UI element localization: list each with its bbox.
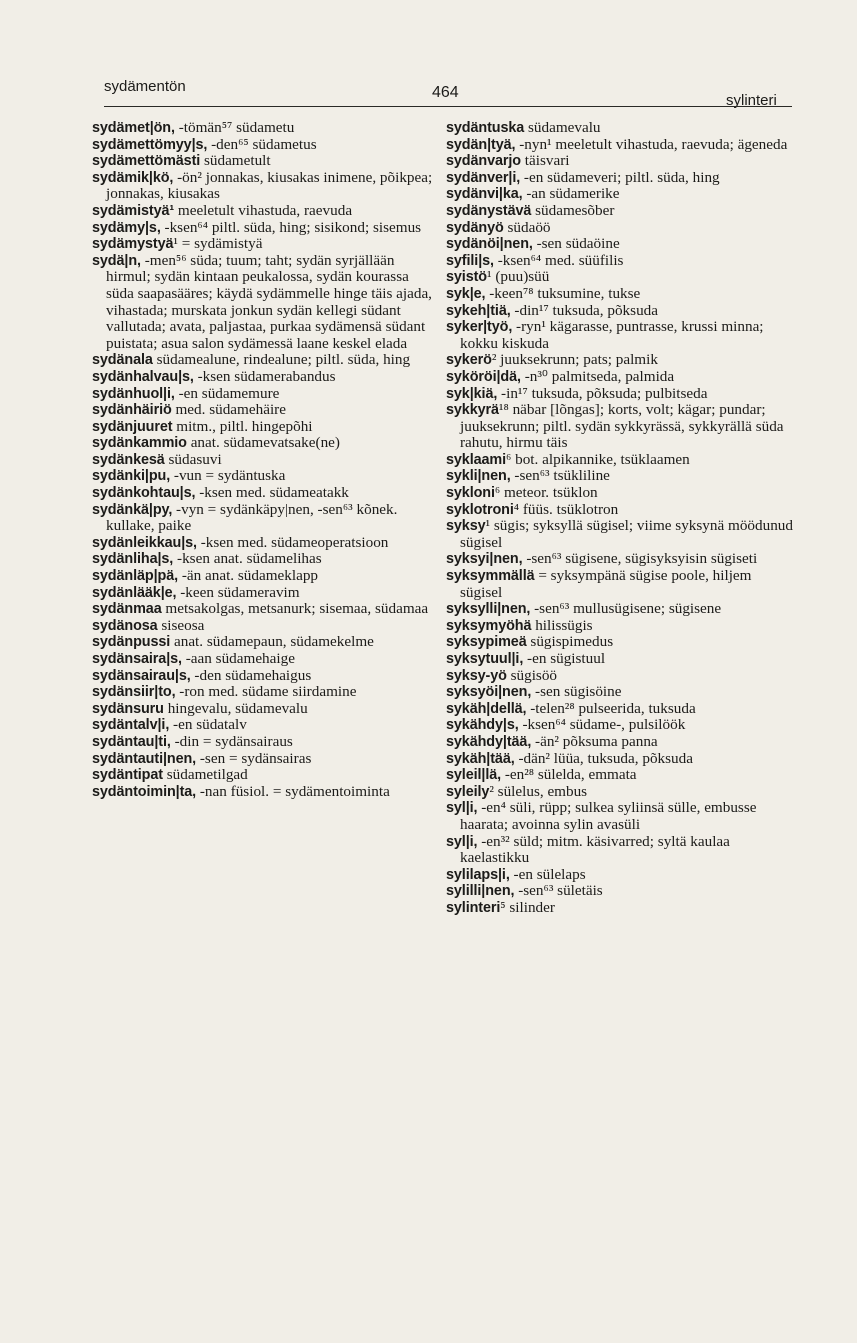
entry-definition: -ksen med. südameoperatsioon bbox=[196, 533, 389, 551]
entry-definition: = syksympänä sügise poole, hiljem sügisel bbox=[460, 567, 752, 601]
entry-definition: -n³⁰ palmitseda, palmida bbox=[520, 367, 675, 385]
dictionary-entry bbox=[446, 468, 796, 485]
dictionary-entry bbox=[446, 386, 796, 403]
entry-definition: -telen²⁸ pulseerida, tuksuda bbox=[526, 699, 696, 717]
dictionary-entry bbox=[446, 203, 796, 220]
entry-headword: sydä|n, bbox=[92, 252, 141, 269]
entry-headword: sydänsiir|to, bbox=[92, 684, 176, 701]
dictionary-entry bbox=[446, 253, 796, 270]
running-head-left: sydämentön bbox=[104, 78, 186, 95]
entry-definition: anat. südamepaun, südamekelme bbox=[170, 633, 374, 651]
right-column bbox=[446, 120, 796, 917]
entry-headword: sykähdy|tää, bbox=[446, 733, 532, 750]
entry-definition: südamevalu bbox=[524, 119, 601, 136]
dictionary-entry bbox=[92, 618, 437, 635]
dictionary-entry bbox=[446, 568, 796, 601]
dictionary-entry bbox=[446, 867, 796, 884]
entry-definition: -vun = sydäntuska bbox=[170, 467, 286, 485]
entry-definition: -ksen anat. südamelihas bbox=[173, 550, 322, 568]
entry-headword: syksy-yö bbox=[446, 667, 507, 684]
dictionary-entry bbox=[446, 137, 796, 154]
entry-headword: sydänsairau|s, bbox=[92, 667, 191, 684]
entry-definition: -än anat. südameklapp bbox=[178, 567, 319, 585]
entry-headword: sydänkohtau|s, bbox=[92, 485, 196, 502]
header-rule bbox=[104, 106, 792, 107]
entry-headword: sydänöi|nen, bbox=[446, 236, 533, 253]
entry-headword: sykli|nen, bbox=[446, 468, 511, 485]
entry-definition: ¹⁸ näbar [lõngas]; korts, volt; kägar; pundar; juuksekrunn; piltl. sydän sykkyrässä, sykkyrällä süda rahutu, hirmu täis bbox=[460, 401, 784, 452]
entry-headword: sydänki|pu, bbox=[92, 468, 171, 485]
entry-definition: ² juuksekrunn; pats; palmik bbox=[491, 351, 658, 369]
entry-definition: -sen südaöine bbox=[532, 235, 620, 253]
dictionary-entry bbox=[92, 751, 437, 768]
entry-headword: sydämistyä¹ bbox=[92, 202, 175, 219]
entry-headword: sykloni bbox=[446, 485, 495, 502]
entry-headword: sylilli|nen, bbox=[446, 883, 515, 900]
entry-headword: sydämettömyy|s, bbox=[92, 136, 208, 153]
dictionary-entry bbox=[92, 585, 437, 602]
entry-headword: sydänyö bbox=[446, 219, 504, 236]
entry-definition: -ron med. südame siirdamine bbox=[175, 683, 357, 701]
dictionary-entry bbox=[92, 220, 437, 237]
entry-headword: syksymyöhä bbox=[446, 617, 532, 634]
entry-definition: siseosa bbox=[157, 616, 205, 634]
dictionary-entry bbox=[446, 452, 796, 469]
entry-definition: -den⁶⁵ südametus bbox=[207, 135, 317, 153]
entry-headword: sydänhalvau|s, bbox=[92, 368, 194, 385]
entry-definition: südametult bbox=[200, 152, 271, 170]
dictionary-entry bbox=[446, 751, 796, 768]
entry-headword: sydänpussi bbox=[92, 634, 171, 651]
dictionary-entry bbox=[446, 518, 796, 551]
entry-headword: sydänhäiriö bbox=[92, 402, 172, 419]
dictionary-entry bbox=[446, 269, 796, 286]
entry-headword: sylilaps|i, bbox=[446, 866, 510, 883]
dictionary-entry bbox=[92, 568, 437, 585]
dictionary-entry bbox=[446, 485, 796, 502]
entry-headword: syköröi|dä, bbox=[446, 368, 521, 385]
entry-headword: sydänkammio bbox=[92, 435, 187, 452]
entry-headword: sydäntipat bbox=[92, 767, 163, 784]
left-column bbox=[92, 120, 437, 800]
entry-definition: -en südameveri; piltl. süda, hing bbox=[520, 168, 720, 186]
entry-headword: sydämettömästi bbox=[92, 153, 201, 170]
dictionary-entry bbox=[92, 468, 437, 485]
entry-headword: sydänkesä bbox=[92, 451, 165, 468]
entry-headword: sykerö bbox=[446, 352, 492, 369]
entry-definition: -en südatalv bbox=[169, 716, 247, 734]
entry-headword: sydäntau|ti, bbox=[92, 733, 171, 750]
dictionary-entry bbox=[446, 551, 796, 568]
dictionary-entry bbox=[446, 369, 796, 386]
entry-definition: -ryn¹ kägarasse, puntrasse, krussi minna; kokku kiskuda bbox=[460, 318, 764, 352]
entry-definition: ¹ (puu)süü bbox=[487, 268, 550, 286]
dictionary-entry bbox=[92, 634, 437, 651]
entry-definition: hilissügis bbox=[531, 616, 593, 634]
entry-headword: sykkyrä bbox=[446, 402, 499, 419]
entry-definition: anat. südamevatsake(ne) bbox=[186, 434, 340, 452]
dictionary-entry bbox=[92, 684, 437, 701]
entry-definition: -nyn¹ meeletult vihastuda, raevuda; ägeneda bbox=[515, 135, 788, 153]
entry-headword: syksymmällä bbox=[446, 568, 535, 585]
dictionary-entry bbox=[92, 402, 437, 419]
entry-headword: sydänhuol|i, bbox=[92, 385, 175, 402]
entry-headword: sydänmaa bbox=[92, 601, 162, 618]
dictionary-entry bbox=[92, 170, 437, 203]
page-number: 464 bbox=[432, 84, 459, 101]
entry-headword: sydämet|ön, bbox=[92, 120, 175, 136]
entry-headword: sydänkä|py, bbox=[92, 501, 173, 518]
entry-definition: südametilgad bbox=[162, 766, 248, 784]
entry-headword: sykähdy|s, bbox=[446, 717, 519, 734]
entry-headword: syklotroni bbox=[446, 501, 514, 518]
dictionary-entry bbox=[92, 120, 437, 137]
entry-definition: ¹ = sydämistyä bbox=[173, 235, 263, 253]
dictionary-entry bbox=[92, 784, 437, 801]
entry-headword: syksypimeä bbox=[446, 634, 527, 651]
dictionary-entry bbox=[92, 734, 437, 751]
entry-definition: -sen⁶³ tsükliline bbox=[510, 467, 610, 485]
entry-definition: -tömän⁵⁷ südametu bbox=[174, 119, 295, 136]
entry-definition: südaöö bbox=[503, 218, 551, 236]
entry-definition: -keen⁷⁸ tuksumine, tukse bbox=[485, 284, 641, 302]
dictionary-entry bbox=[446, 220, 796, 237]
entry-headword: sydänliha|s, bbox=[92, 551, 174, 568]
entry-headword: sydämy|s, bbox=[92, 219, 161, 236]
entry-headword: sykäh|tää, bbox=[446, 750, 515, 767]
entry-headword: sydänvi|ka, bbox=[446, 186, 523, 203]
dictionary-entry bbox=[446, 170, 796, 187]
entry-headword: syk|kiä, bbox=[446, 385, 498, 402]
dictionary-entry bbox=[92, 203, 437, 220]
dictionary-entry bbox=[92, 502, 437, 535]
entry-definition: ⁴ füüs. tsüklotron bbox=[513, 500, 619, 518]
entry-definition: ¹ sügis; syksyllä sügisel; viime syksynä möödunud sügisel bbox=[460, 517, 793, 551]
entry-definition: mitm., piltl. hingepõhi bbox=[172, 417, 313, 435]
entry-headword: syistö bbox=[446, 269, 487, 286]
entry-definition: -ön² jonnakas, kiusakas inimene, põikpea; jonnakas, kiusakas bbox=[106, 168, 433, 203]
entry-headword: syker|työ, bbox=[446, 319, 513, 336]
dictionary-entry bbox=[446, 900, 796, 917]
entry-definition: ⁵ silinder bbox=[500, 898, 555, 916]
dictionary-entry bbox=[446, 352, 796, 369]
entry-definition: -sen⁶³ sügisene, sügisyksyisin sügiseti bbox=[522, 550, 758, 568]
entry-definition: -en sügistuul bbox=[523, 650, 606, 667]
entry-headword: sydänleikkau|s, bbox=[92, 534, 197, 551]
entry-headword: sydänjuuret bbox=[92, 418, 173, 435]
entry-definition: -en sülelaps bbox=[509, 865, 586, 883]
dictionary-entry bbox=[92, 419, 437, 436]
entry-definition: -ksen med. südameatakk bbox=[195, 484, 349, 502]
entry-headword: sydänsaira|s, bbox=[92, 651, 182, 667]
dictionary-entry bbox=[446, 651, 796, 668]
dictionary-entry bbox=[92, 551, 437, 568]
entry-headword: sydäntalv|i, bbox=[92, 717, 170, 734]
entry-definition: metsakolgas, metsanurk; sisemaa, südamaa bbox=[161, 600, 429, 618]
entry-definition: -dän² lüüa, tuksuda, põksuda bbox=[514, 749, 693, 767]
entry-headword: sydäntoimin|ta, bbox=[92, 783, 197, 800]
entry-definition: -nan füsiol. = sydämentoiminta bbox=[196, 782, 390, 800]
entry-headword: syksylli|nen, bbox=[446, 601, 531, 618]
entry-headword: sydänlääk|e, bbox=[92, 584, 177, 601]
entry-definition: -vyn = sydänkäpy|nen, -sen⁶³ kõnek. kullake, paike bbox=[106, 500, 398, 535]
entry-definition: -en südamemure bbox=[174, 384, 280, 402]
dictionary-entry bbox=[446, 303, 796, 320]
entry-headword: sydänsuru bbox=[92, 700, 164, 717]
entry-definition: -ksen⁶⁴ piltl. süda, hing; sisikond; sisemus bbox=[160, 218, 422, 236]
entry-definition: -den südamehaigus bbox=[190, 666, 312, 684]
entry-headword: sydämik|kö, bbox=[92, 169, 174, 186]
entry-definition: -ksen⁶⁴ med. süüfilis bbox=[493, 251, 624, 269]
dictionary-entry bbox=[92, 386, 437, 403]
dictionary-entry bbox=[92, 668, 437, 685]
dictionary-entry bbox=[92, 651, 437, 668]
entry-headword: syksyöi|nen, bbox=[446, 684, 532, 701]
entry-headword: syleil|lä, bbox=[446, 767, 502, 784]
dictionary-entry bbox=[92, 435, 437, 452]
entry-definition: -sen = sydänsairas bbox=[196, 749, 312, 767]
entry-definition: -din¹⁷ tuksuda, põksuda bbox=[510, 301, 658, 319]
dictionary-entry bbox=[92, 153, 437, 170]
entry-headword: sydänver|i, bbox=[446, 169, 521, 186]
dictionary-entry bbox=[92, 485, 437, 502]
entry-definition: -en³² süld; mitm. käsivarred; syltä kaulaa kaelastikku bbox=[460, 832, 730, 867]
entry-definition: südamealune, rindealune; piltl. süda, hing bbox=[152, 351, 411, 369]
entry-definition: ⁶ meteor. tsüklon bbox=[494, 484, 598, 502]
entry-headword: syfili|s, bbox=[446, 252, 494, 269]
entry-definition: -ksen südamerabandus bbox=[193, 367, 336, 385]
entry-definition: -en²⁸ sülelda, emmata bbox=[501, 766, 637, 784]
entry-headword: sydämystyä bbox=[92, 236, 174, 253]
entry-definition: -men⁵⁶ süda; tuum; taht; sydän syrjällään hirmul; sydän kintaan peukalossa, sydän kourassa süda saapasääres; käydä sydämmelle hinge täis ajada, vihastada; murskata jonkun sydän kellegi südant vallutada; avata, paljastaa, purkaa sydämensä südant puistata; asua salon sydämessä laane keskel elada bbox=[106, 251, 432, 352]
entry-definition: -in¹⁷ tuksuda, põksuda; pulbitseda bbox=[497, 384, 708, 402]
entry-definition: ² sülelus, embus bbox=[489, 782, 588, 800]
dictionary-entry bbox=[92, 767, 437, 784]
dictionary-entry bbox=[446, 800, 796, 833]
entry-headword: syksy bbox=[446, 518, 486, 535]
entry-definition: ⁶ bot. alpikannike, tsüklaamen bbox=[506, 450, 690, 468]
dictionary-entry bbox=[92, 236, 437, 253]
entry-definition: sügisöö bbox=[506, 666, 558, 684]
dictionary-entry bbox=[446, 153, 796, 170]
dictionary-entry bbox=[92, 717, 437, 734]
entry-headword: sydänläp|pä, bbox=[92, 568, 179, 585]
dictionary-entry bbox=[446, 717, 796, 734]
entry-definition: -sen⁶³ mullusügisene; sügisene bbox=[530, 600, 722, 618]
dictionary-entry bbox=[92, 452, 437, 469]
dictionary-entry bbox=[446, 883, 796, 900]
dictionary-entry bbox=[92, 601, 437, 618]
dictionary-entry bbox=[446, 784, 796, 801]
dictionary-entry bbox=[446, 319, 796, 352]
entry-headword: sydänvarjo bbox=[446, 153, 521, 170]
entry-definition: -en⁴ süli, rüpp; sulkea syliinsä sülle, embusse haarata; avoinna sylin avasüli bbox=[460, 799, 757, 833]
entry-definition: -än² põksuma panna bbox=[531, 732, 658, 750]
dictionary-entry bbox=[92, 369, 437, 386]
dictionary-entry bbox=[446, 767, 796, 784]
entry-definition: -sen⁶³ sületäis bbox=[514, 882, 603, 900]
entry-headword: sydän|tyä, bbox=[446, 136, 516, 153]
running-head-right: sylinteri bbox=[726, 92, 777, 109]
entry-headword: sydäntauti|nen, bbox=[92, 750, 197, 767]
entry-headword: syksytuul|i, bbox=[446, 651, 524, 667]
entry-definition: -din = sydänsairaus bbox=[170, 732, 293, 750]
dictionary-entry bbox=[446, 402, 796, 452]
entry-definition: täisvari bbox=[521, 152, 570, 170]
entry-headword: syl|i, bbox=[446, 833, 478, 850]
entry-definition: -ksen⁶⁴ südame-, pulsilöök bbox=[518, 716, 686, 734]
dictionary-entry bbox=[446, 734, 796, 751]
entry-headword: sydänystävä bbox=[446, 202, 532, 219]
entry-definition: -aan südamehaige bbox=[181, 650, 295, 667]
entry-headword: sydänosa bbox=[92, 617, 158, 634]
entry-headword: syk|e, bbox=[446, 285, 486, 302]
dictionary-entry bbox=[92, 352, 437, 369]
entry-definition: meeletult vihastuda, raevuda bbox=[174, 201, 353, 219]
entry-headword: sydäntuska bbox=[446, 120, 525, 136]
dictionary-entry bbox=[92, 137, 437, 154]
dictionary-entry bbox=[446, 236, 796, 253]
dictionary-entry bbox=[92, 253, 437, 353]
entry-headword: syl|i, bbox=[446, 800, 478, 817]
dictionary-entry bbox=[446, 668, 796, 685]
dictionary-entry bbox=[446, 502, 796, 519]
dictionary-entry bbox=[446, 634, 796, 651]
dictionary-entry bbox=[446, 834, 796, 867]
entry-headword: syleily bbox=[446, 783, 490, 800]
entry-definition: südasuvi bbox=[164, 450, 222, 468]
entry-definition: -keen südameravim bbox=[176, 583, 300, 601]
entry-definition: hingevalu, südamevalu bbox=[163, 699, 308, 717]
entry-headword: sykeh|tiä, bbox=[446, 302, 511, 319]
entry-definition: med. südamehäire bbox=[171, 401, 286, 419]
dictionary-entry bbox=[446, 186, 796, 203]
entry-definition: -sen sügisöine bbox=[531, 683, 622, 701]
dictionary-entry bbox=[446, 684, 796, 701]
entry-headword: sydänala bbox=[92, 352, 153, 369]
dictionary-entry bbox=[446, 601, 796, 618]
entry-headword: sykäh|dellä, bbox=[446, 700, 527, 717]
entry-headword: syklaami bbox=[446, 451, 507, 468]
entry-headword: sylinteri bbox=[446, 899, 501, 916]
entry-definition: sügispimedus bbox=[526, 633, 614, 651]
dictionary-entry bbox=[446, 618, 796, 635]
dictionary-entry bbox=[446, 286, 796, 303]
entry-definition: südamesõber bbox=[531, 201, 615, 219]
entry-headword: syksyi|nen, bbox=[446, 551, 523, 568]
dictionary-entry bbox=[446, 120, 796, 137]
dictionary-entry bbox=[92, 535, 437, 552]
dictionary-entry bbox=[92, 701, 437, 718]
dictionary-entry bbox=[446, 701, 796, 718]
entry-definition: -an südamerike bbox=[522, 185, 620, 203]
